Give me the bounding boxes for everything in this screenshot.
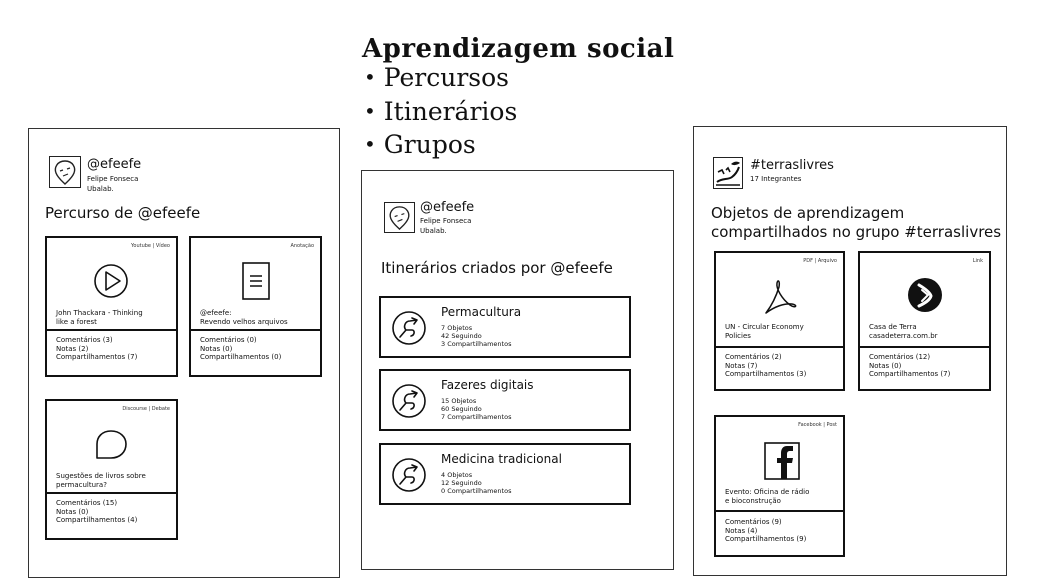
user-org: Ubalab. [87,185,114,193]
itinerary-path-icon [391,383,427,419]
card-stats: Comentários (3) Notas (2) Compartilhamentos (7) [56,336,138,361]
itinerary-meta: 7 Objetos 42 Seguindo 3 Compartilhamentos [441,324,512,348]
play-icon [93,263,129,299]
card-title: Sugestões de livros sobre permacultura? [56,472,146,489]
note-icon [239,260,273,302]
card-stats: Comentários (0) Notas (0) Compartilhamentos (0) [200,336,282,361]
itinerary-path-icon [391,457,427,493]
group-avatar [713,157,743,189]
facebook-icon [763,441,801,481]
content-card[interactable] [714,415,845,557]
user-handle[interactable]: @efeefe [87,157,142,172]
card-title: Evento: Oficina de rádio e bioconstrução [725,488,810,505]
itinerary-item[interactable] [379,369,631,431]
user-name: Felipe Fonseca [87,175,139,183]
card-divider [47,492,176,494]
right-panel [693,126,1007,576]
card-divider [860,346,989,348]
itinerary-item[interactable] [379,443,631,505]
user-org: Ubalab. [420,227,447,235]
card-title: UN - Circular Economy Policies [725,323,804,340]
itinerary-name: Fazeres digitais [441,378,534,392]
bullet-item: • Itinerários [364,97,518,126]
group-plant-icon [714,158,742,188]
card-tag: PDF | Arquivo [803,258,837,264]
content-card[interactable] [189,236,322,377]
speech-bubble-icon [92,428,130,464]
avatar-face-icon [50,157,80,187]
bullet-item: • Grupos [364,130,476,159]
card-title: John Thackara - Thinking like a forest [56,309,143,326]
panel-heading: Itinerários criados por @efeefe [381,259,613,277]
card-tag: Link [972,258,983,264]
slide-title: Aprendizagem social [362,34,675,64]
pdf-icon [760,275,802,317]
middle-panel [361,170,674,570]
content-card[interactable] [714,251,845,391]
itinerary-name: Permacultura [441,305,522,319]
content-card[interactable] [45,399,178,540]
content-card[interactable] [45,236,178,377]
avatar [384,202,415,233]
card-title: @efeefe: Revendo velhos arquivos [200,309,288,326]
panel-heading: Objetos de aprendizagem compartilhados no grupo #terraslivres [711,204,1002,241]
panel-heading: Percurso de @efeefe [45,204,201,222]
content-card[interactable] [858,251,991,391]
card-divider [716,510,843,512]
card-divider [716,346,843,348]
link-logo-icon [906,276,944,314]
card-stats: Comentários (12) Notas (0) Compartilhamentos (7) [869,353,951,378]
card-tag: Anotação [290,243,314,249]
card-tag: Facebook | Post [798,422,837,428]
left-panel [28,128,340,578]
itinerary-meta: 15 Objetos 60 Seguindo 7 Compartilhamentos [441,397,512,421]
card-tag: Youtube | Vídeo [131,243,170,249]
card-stats: Comentários (2) Notas (7) Compartilhamentos (3) [725,353,807,378]
user-name: Felipe Fonseca [420,217,472,225]
itinerary-item[interactable] [379,296,631,358]
card-stats: Comentários (9) Notas (4) Compartilhamentos (9) [725,518,807,543]
card-divider [191,329,320,331]
card-tag: Discourse | Debate [122,406,170,412]
user-handle[interactable]: @efeefe [420,200,475,215]
card-title: Casa de Terra casadeterra.com.br [869,323,938,340]
avatar [49,156,81,188]
group-members: 17 Integrantes [750,175,802,183]
itinerary-path-icon [391,310,427,346]
card-divider [47,329,176,331]
group-handle[interactable]: #terraslivres [750,158,834,173]
itinerary-name: Medicina tradicional [441,452,562,466]
card-stats: Comentários (15) Notas (0) Compartilhamentos (4) [56,499,138,524]
avatar-face-icon [385,203,414,232]
itinerary-meta: 4 Objetos 12 Seguindo 0 Compartilhamentos [441,471,512,495]
bullet-item: • Percursos [364,63,510,92]
